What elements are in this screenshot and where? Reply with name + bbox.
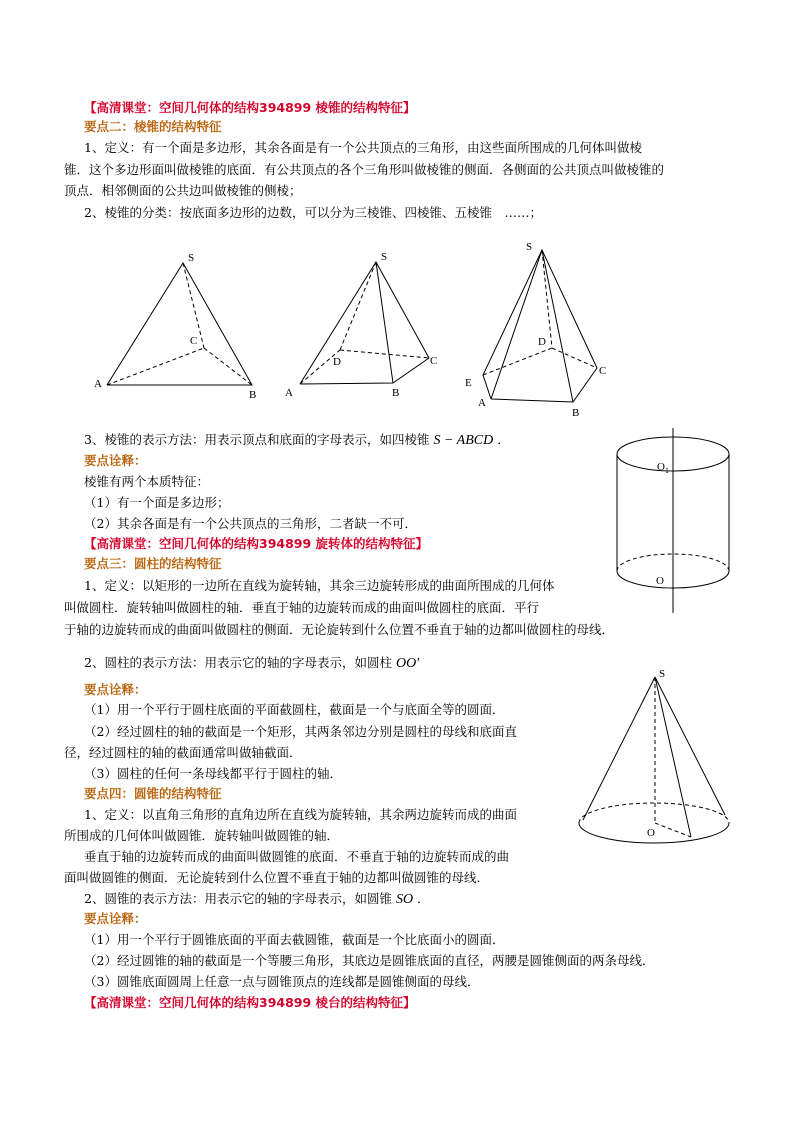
vertex-label-A: A (285, 387, 293, 399)
note1-line-1: 棱锥有两个本质特征： (84, 474, 210, 489)
kp2-representation-end: ． (497, 432, 510, 447)
cylinder-figure (610, 428, 740, 613)
kp4-representation-math: SO (395, 892, 414, 907)
section-heading-rotation: 【高清课堂：空间几何体的结构394899 旋转体的结构特征】 (84, 536, 429, 551)
note1-line-2: （1）有一个面是多边形； (84, 495, 230, 510)
quadrilateral-pyramid-figure (283, 245, 453, 405)
kp3-representation-text: 2、圆柱的表示方法：用表示它的轴的字母表示，如圆柱 (84, 655, 392, 670)
note2-line-2: （2）经过圆柱的轴的截面是一个矩形，其两条邻边分别是圆柱的母线和底面直 (84, 724, 517, 739)
kp2-classification: 2、棱锥的分类：按底面多边形的边数，可以分为三棱锥、四棱锥、五棱锥 ……； (84, 205, 542, 220)
cone-figure (575, 665, 735, 850)
vertex-label-B: B (392, 387, 400, 399)
kp4-representation-text: 2、圆锥的表示方法：用表示它的轴的字母表示，如圆锥 (84, 891, 392, 906)
axis-label-top-O: $O_1$ (657, 461, 669, 475)
kp2-title: 要点二：棱锥的结构特征 (84, 119, 222, 134)
kp2-representation (84, 432, 510, 449)
vertex-label-D: D (538, 336, 546, 348)
kp3-title: 要点三：圆柱的结构特征 (84, 556, 222, 571)
kp3-definition-line-1: 1、定义：以矩形的一边所在直线为旋转轴，其余三边旋转形成的曲面所围成的几何体 (84, 578, 555, 593)
note-title-2: 要点诠释： (84, 682, 147, 697)
vertex-label-C: C (430, 355, 438, 367)
note1-line-3: （2）其余各面是有一个公共顶点的三角形，二者缺一不可． (84, 516, 417, 531)
vertex-label-S: S (188, 252, 195, 264)
kp4-definition-line-2: 所围成的几何体叫做圆锥．旋转轴叫做圆锥的轴． (64, 828, 340, 843)
kp4-representation (84, 891, 430, 908)
pentagonal-pyramid-figure (460, 235, 620, 425)
vertex-label-B: B (572, 407, 580, 419)
vertex-label-C: C (190, 335, 198, 347)
note3-line-2: （2）经过圆锥的轴的截面是一个等腰三角形，其底边是圆锥底面的直径，两腰是圆锥侧面的两条母线． (84, 953, 655, 968)
section-heading-pyramid: 【高清课堂：空间几何体的结构394899 棱锥的结构特征】 (84, 100, 416, 115)
cone-center-label: O (647, 827, 655, 839)
vertex-label-S: S (526, 241, 533, 253)
kp2-representation-math: S − ABCD (433, 433, 494, 448)
kp3-definition-line-3: 于轴的边旋转而成的曲面叫做圆柱的侧面．无论旋转到什么位置不垂直于轴的边都叫做圆柱的母线． (64, 622, 615, 637)
kp3-representation (84, 655, 419, 672)
note-title-1: 要点诠释： (84, 453, 147, 468)
note-title-3: 要点诠释： (84, 911, 147, 926)
kp2-definition-line-1: 1、定义：有一个面是多边形，其余各面是有一个公共顶点的三角形，由这些面所围成的几何体叫做棱 (84, 140, 642, 155)
axis-label-bottom-O: O (656, 575, 664, 587)
vertex-label-D: D (333, 356, 341, 368)
cone-apex-label: S (659, 668, 666, 680)
vertex-label-A: A (94, 378, 102, 390)
vertex-label-S: S (381, 251, 388, 263)
vertex-label-E: E (465, 377, 472, 389)
kp4-definition-line-1: 1、定义：以直角三角形的直角边所在直线为旋转轴，其余两边旋转而成的曲面 (84, 807, 517, 822)
note2-line-4: （3）圆柱的任何一条母线都平行于圆柱的轴． (84, 766, 342, 781)
vertex-label-C: C (599, 365, 607, 377)
kp4-representation-end: ． (417, 891, 430, 906)
note2-line-1: （1）用一个平行于圆柱底面的平面截圆柱，截面是一个与底面全等的圆面． (84, 702, 505, 717)
note3-line-1: （1）用一个平行于圆锥底面的平面去截圆锥，截面是一个比底面小的圆面． (84, 932, 505, 947)
note2-line-3: 径，经过圆柱的轴的截面通常叫做轴截面． (64, 745, 302, 760)
note3-line-3: （3）圆锥底面圆周上任意一点与圆锥顶点的连线都是圆锥侧面的母线． (84, 974, 480, 989)
kp4-title: 要点四：圆锥的结构特征 (84, 786, 222, 801)
kp2-representation-text: 3、棱锥的表示方法：用表示顶点和底面的字母表示，如四棱锥 (84, 432, 430, 447)
kp4-definition-line-4: 面叫做圆锥的侧面．无论旋转到什么位置不垂直于轴的边都叫做圆锥的母线． (64, 870, 490, 885)
vertex-label-B: B (249, 389, 257, 401)
kp2-definition-line-3: 顶点．相邻侧面的公共边叫做棱锥的侧棱； (64, 183, 302, 198)
section-heading-frustum: 【高清课堂：空间几何体的结构394899 棱台的结构特征】 (84, 995, 416, 1010)
kp3-definition-line-2: 叫做圆柱．旋转轴叫做圆柱的轴．垂直于轴的边旋转而成的曲面叫做圆柱的底面．平行 (64, 600, 540, 615)
vertex-label-A: A (478, 397, 486, 409)
kp2-definition-line-2: 锥．这个多边形面叫做棱锥的底面．有公共顶点的各个三角形叫做棱锥的侧面．各侧面的公共顶点叫做棱锥的 (64, 162, 665, 177)
kp4-definition-line-3: 垂直于轴的边旋转而成的曲面叫做圆锥的底面．不垂直于轴的边旋转而成的曲 (84, 849, 510, 864)
kp3-representation-math: OO′ (395, 656, 420, 671)
triangular-pyramid-figure (90, 245, 270, 405)
